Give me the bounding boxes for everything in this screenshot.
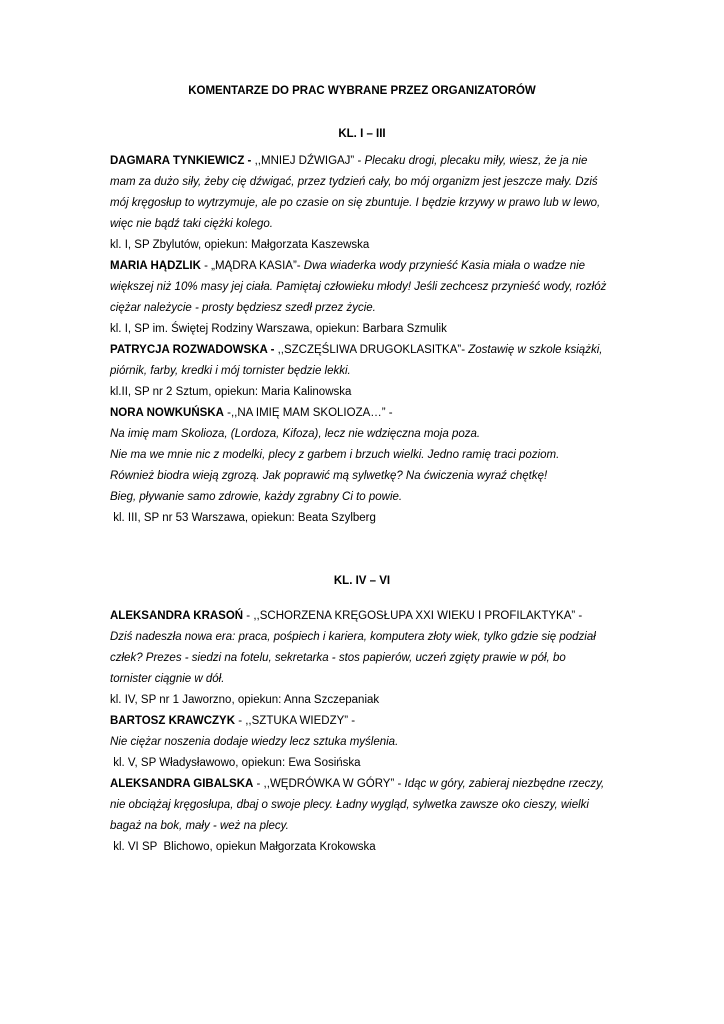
section-kl-i-iii bbox=[110, 151, 640, 529]
entry-text-line: Idąc w góry, zabieraj niezbędne rzeczy, bbox=[404, 778, 605, 790]
entry-text-line: więc nie bądź taki ciężki kolego. bbox=[110, 218, 273, 230]
entry-text-line: piórnik, farby, kredki i mój tornister będzie lekki. bbox=[110, 365, 351, 377]
entry-text-line: ciężar należycie - prosty będziesz szedł przez życie. bbox=[110, 302, 376, 314]
entry-work-title: ,,SZCZĘŚLIWA DRUGOKLASITKA”- bbox=[274, 344, 469, 356]
entry-text-line: mój kręgosłup to wytrzymuje, ale po czasie on się zbuntuje. I będzie krzywy w prawo lub w lewo, bbox=[110, 197, 601, 209]
entry-info: kl.II, SP nr 2 Sztum, opiekun: Maria Kalinowska bbox=[110, 386, 352, 398]
entry-first-line bbox=[110, 403, 640, 424]
entry-work-title: - „MĄDRA KASIA”- bbox=[200, 260, 304, 272]
entry-text-line: Na imię mam Skolioza, (Lordoza, Kifoza), lecz nie wdzięczna moja poza. bbox=[110, 428, 481, 440]
entry-info: kl. V, SP Władysławowo, opiekun: Ewa Sosińska bbox=[110, 757, 361, 769]
entry-first-line bbox=[110, 711, 640, 732]
entry-first-line bbox=[110, 774, 640, 795]
entry-first-line bbox=[110, 340, 640, 361]
entry-aleksandra-gibalska bbox=[110, 774, 640, 858]
entry-text-line: Plecaku drogi, plecaku miły, wiesz, że ja nie bbox=[364, 155, 588, 167]
entry-maria-hadzlik bbox=[110, 256, 640, 340]
entry-first-line bbox=[110, 606, 640, 627]
entry-text-line: nie obciążaj kręgosłupa, dbaj o swoje plecy. Ładny wygląd, sylwetka zawsze oko cieszy, wielki bbox=[110, 799, 589, 811]
entry-text-line: mam za dużo siły, żeby cię dźwigać, przez tydzień cały, bo mój organizm jest jeszcze mały. Dziś bbox=[110, 176, 598, 188]
entry-work-title: - ,,SZTUKA WIEDZY” - bbox=[235, 715, 356, 727]
entry-info: kl. I, SP im. Świętej Rodziny Warszawa, opiekun: Barbara Szmulik bbox=[110, 323, 447, 335]
entry-work-title: ,,MNIEJ DŹWIGAJ” - bbox=[251, 155, 365, 167]
entry-first-line bbox=[110, 151, 640, 172]
entry-text-line: Nie ma we mnie nic z modelki, plecy z garbem i brzuch wielki. Jedno ramię traci poziom. bbox=[110, 449, 560, 461]
entry-nora-nowkunska bbox=[110, 403, 640, 529]
entry-text-line: człek? Prezes - siedzi na fotelu, sekretarka - stos papierów, uczeń zgięty prawie w pół, bo bbox=[110, 652, 566, 664]
entry-info: kl. IV, SP nr 1 Jaworzno, opiekun: Anna Szczepaniak bbox=[110, 694, 380, 706]
entry-text-line: Zostawię w szkole książki, bbox=[468, 344, 603, 356]
entry-text-line: Dziś nadeszła nowa era: praca, pośpiech i kariera, komputera złoty wiek, tylko gdzie się podział bbox=[110, 631, 596, 643]
entry-author: ALEKSANDRA KRASOŃ bbox=[110, 610, 244, 622]
entry-info: kl. I, SP Zbylutów, opiekun: Małgorzata Kaszewska bbox=[110, 239, 370, 251]
entry-author: NORA NOWKUŃSKA bbox=[110, 407, 224, 419]
entry-aleksandra-krason bbox=[110, 606, 640, 711]
entry-text-line: Również biodra wieją zgrozą. Jak poprawić mą sylwetkę? Na ćwiczenia wyraź chętkę! bbox=[110, 470, 548, 482]
entry-author: ALEKSANDRA GIBALSKA bbox=[110, 778, 254, 790]
entry-patrycja-rozwadowska bbox=[110, 340, 640, 403]
entry-author: DAGMARA TYNKIEWICZ - bbox=[110, 155, 252, 167]
entry-text-line: bagaż na bok, mały - weż na plecy. bbox=[110, 820, 289, 832]
entry-bartosz-krawczyk bbox=[110, 711, 640, 774]
entry-info: kl. VI SP Blichowo, opiekun Małgorzata Krokowska bbox=[110, 841, 376, 853]
entry-text-line: Bieg, pływanie samo zdrowie, każdy zgrabny Ci to powie. bbox=[110, 491, 403, 503]
entry-author: BARTOSZ KRAWCZYK bbox=[110, 715, 236, 727]
entry-work-title: - ,,WĘDRÓWKA W GÓRY” - bbox=[253, 778, 405, 790]
entry-dagmara-tynkiewicz bbox=[110, 151, 640, 256]
entry-text-line: Nie ciężar noszenia dodaje wiedzy lecz sztuka myślenia. bbox=[110, 736, 399, 748]
entry-work-title: - ,,SCHORZENA KRĘGOSŁUPA XXI WIEKU I PROFILAKTYKA” - bbox=[243, 610, 583, 622]
entry-first-line bbox=[110, 256, 640, 277]
entry-text-line: większej niż 10% masy jej ciała. Pamiętaj człowieku młody! Jeśli zechcesz przynieść wody, rozłóż bbox=[110, 281, 607, 293]
entry-author: PATRYCJA ROZWADOWSKA - bbox=[110, 344, 275, 356]
entry-work-title: -,,NA IMIĘ MAM SKOLIOZA…” - bbox=[223, 407, 393, 419]
section-heading-kl-iv-vi: KL. IV – VI bbox=[333, 575, 391, 587]
section-kl-iv-vi bbox=[110, 606, 640, 858]
entry-text-line: Dwa wiaderka wody przynieść Kasia miała o wadze nie bbox=[303, 260, 586, 272]
entry-author: MARIA HĄDZLIK bbox=[110, 260, 201, 272]
document-title: KOMENTARZE DO PRAC WYBRANE PRZEZ ORGANIZATORÓW bbox=[188, 85, 536, 97]
entry-info: kl. III, SP nr 53 Warszawa, opiekun: Beata Szylberg bbox=[110, 512, 376, 524]
entry-text-line: tornister ciągnie w dół. bbox=[110, 673, 225, 685]
section-heading-kl-i-iii: KL. I – III bbox=[338, 128, 386, 140]
